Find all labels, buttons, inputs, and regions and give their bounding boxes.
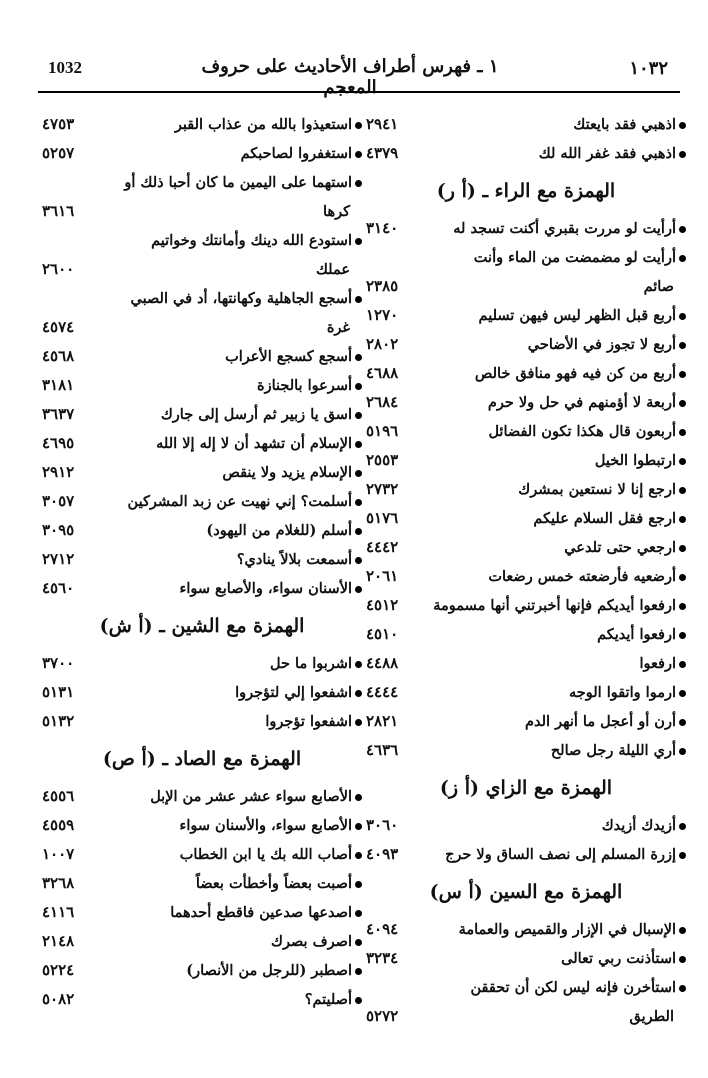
- hadith-opening: إزرة المسلم إلى نصف الساق ولا حرج: [445, 846, 676, 863]
- hadith-number: ٢٠٦١: [366, 567, 399, 585]
- hadith-opening: استعيذوا بالله من عذاب القبر: [174, 116, 352, 133]
- index-entry: [42, 707, 362, 736]
- hadith-opening: اصرف بصرك: [271, 933, 352, 950]
- hadith-opening: ارموا واتقوا الوجه: [568, 684, 676, 701]
- bullet-icon: [355, 180, 362, 187]
- hadith-number: ٢٩١٢: [42, 463, 75, 481]
- hadith-number: ٣٢٦٨: [42, 874, 75, 892]
- hadith-opening: أصاب الله بك يا ابن الخطاب: [179, 846, 352, 863]
- bullet-icon: [355, 719, 362, 726]
- hadith-number: ٤١١٦: [42, 903, 75, 921]
- index-entry: [42, 678, 362, 707]
- hadith-number: ٤٠٩٣: [366, 845, 399, 863]
- bullet-icon: [679, 151, 686, 158]
- hadith-number: ٥١٧٦: [366, 509, 399, 527]
- index-entry: [42, 927, 362, 956]
- bullet-icon: [679, 400, 686, 407]
- hadith-opening: أربع لا تجوز في الأضاحي: [527, 336, 676, 353]
- bullet-icon: [679, 122, 686, 129]
- index-entry: [42, 811, 362, 840]
- hadith-number: ٢١٤٨: [42, 932, 75, 950]
- hadith-opening: اذهبي فقد غفر الله لك: [538, 145, 676, 162]
- hadith-continuation: كرها: [323, 203, 350, 220]
- hadith-number: ٢٧١٢: [42, 550, 75, 568]
- bullet-icon: [679, 603, 686, 610]
- hadith-number: ٣٠٥٧: [42, 492, 75, 510]
- hadith-opening: ارجعي حتى تلدعي: [564, 539, 676, 556]
- bullet-icon: [679, 458, 686, 465]
- hadith-number: ٣١٨١: [42, 376, 75, 394]
- hadith-continuation: الطريق: [629, 1008, 674, 1025]
- bullet-icon: [679, 342, 686, 349]
- bullet-icon: [355, 383, 362, 390]
- hadith-number: ٣٦١٦: [42, 202, 75, 220]
- hadith-number: ٣٢٣٤: [366, 949, 399, 967]
- hadith-number: ٤٠٩٤: [366, 920, 399, 938]
- bullet-icon: [355, 499, 362, 506]
- hadith-opening: أصليتم؟: [304, 991, 352, 1008]
- hadith-opening: الأسنان سواء، والأصابع سواء: [179, 580, 352, 597]
- hadith-number: ٢٣٨٥: [366, 277, 399, 295]
- hadith-number: ٢٦٠٠: [42, 260, 75, 278]
- index-entry: [366, 417, 686, 446]
- hadith-number: ٥١٩٦: [366, 422, 399, 440]
- bullet-icon: [355, 690, 362, 697]
- index-entry: [366, 811, 686, 840]
- hadith-number: ١٢٧٠: [366, 306, 399, 324]
- hadith-number: ٣٠٦٠: [366, 816, 399, 834]
- hadith-number: ٢٨٢١: [366, 712, 399, 730]
- bullet-icon: [679, 690, 686, 697]
- index-entry: [366, 707, 686, 736]
- hadith-number: ٤٤٨٨: [366, 654, 399, 672]
- hadith-continuation: صائم: [643, 278, 674, 295]
- bullet-icon: [679, 313, 686, 320]
- index-entry: [42, 782, 362, 811]
- hadith-opening: استودع الله دينك وأمانتك وخواتيم: [151, 232, 352, 249]
- hadith-opening: اشفعوا تؤجروا: [265, 713, 352, 730]
- bullet-icon: [679, 632, 686, 639]
- hadith-continuation: عملك: [315, 261, 350, 278]
- hadith-opening: الأصابع سواء، والأسنان سواء: [179, 817, 352, 834]
- section-heading: الهمزة مع الزاي (أ ز): [439, 777, 613, 799]
- bullet-icon: [355, 968, 362, 975]
- hadith-opening: أرأيت لو مضمضت من الماء وأنت: [473, 249, 676, 266]
- hadith-number: ٢٥٥٣: [366, 451, 399, 469]
- index-entry: [366, 944, 686, 973]
- hadith-opening: أسلمت؟ إني نهيت عن زبد المشركين: [127, 493, 352, 510]
- index-entry: [366, 915, 686, 944]
- hadith-opening: أرأيت لو مررت بقبري أكنت تسجد له: [453, 220, 676, 237]
- bullet-icon: [355, 586, 362, 593]
- hadith-opening: ارتبطوا الخيل: [594, 452, 676, 469]
- hadith-opening: ارفعوا أيديكم فإنها أخبرتني أنها مسمومة: [433, 597, 676, 614]
- bullet-icon: [355, 852, 362, 859]
- index-entry: [42, 985, 362, 1014]
- hadith-opening: أسجع كسجع الأعراب: [225, 348, 352, 365]
- hadith-number: ٤٧٥٣: [42, 115, 75, 133]
- bullet-icon: [679, 927, 686, 934]
- hadith-number: ٤٤٤٤: [366, 683, 399, 701]
- index-entry: [42, 898, 362, 927]
- hadith-number: ٢٧٣٢: [366, 480, 399, 498]
- bullet-icon: [679, 748, 686, 755]
- hadith-opening: اصطبر (للرجل من الأنصار): [186, 962, 352, 979]
- index-entry: [42, 400, 362, 429]
- hadith-number: ٢٩٤١: [366, 115, 399, 133]
- bullet-icon: [679, 852, 686, 859]
- bullet-icon: [679, 371, 686, 378]
- index-column-left: [42, 110, 362, 1014]
- bullet-icon: [679, 719, 686, 726]
- index-entry: [42, 139, 362, 168]
- hadith-number: ٤٥١٢: [366, 596, 399, 614]
- index-entry: [42, 371, 362, 400]
- hadith-number: ٤٥١٠: [366, 625, 399, 643]
- index-entry: [366, 110, 686, 139]
- section-heading: الهمزة مع الشين ـ (أ ش): [99, 615, 305, 637]
- index-entry: [366, 330, 686, 359]
- index-entry: [366, 504, 686, 533]
- hadith-number: ٥١٣٢: [42, 712, 75, 730]
- bullet-icon: [679, 574, 686, 581]
- index-entry: [42, 226, 362, 284]
- bullet-icon: [679, 985, 686, 992]
- bullet-icon: [355, 354, 362, 361]
- hadith-opening: ارفعوا: [639, 655, 676, 672]
- hadith-opening: اصدعها صدعين فاقطع أحدهما: [170, 904, 352, 921]
- hadith-number: ٤٥٦٨: [42, 347, 75, 365]
- hadith-number: ٣١٤٠: [366, 219, 399, 237]
- hadith-opening: أربع قبل الظهر ليس فيهن تسليم: [478, 307, 676, 324]
- hadith-opening: الأصابع سواء عشر عشر من الإبل: [150, 788, 352, 805]
- index-entry: [366, 214, 686, 243]
- index-entry: [366, 678, 686, 707]
- bullet-icon: [679, 661, 686, 668]
- bullet-icon: [355, 997, 362, 1004]
- index-entry: [42, 869, 362, 898]
- hadith-opening: أسرعوا بالجنازة: [256, 377, 352, 394]
- index-entry: [366, 359, 686, 388]
- index-entry: [42, 840, 362, 869]
- hadith-opening: أسجع الجاهلية وكهانتها، أد في الصبي: [130, 290, 352, 307]
- index-entry: [366, 446, 686, 475]
- bullet-icon: [355, 441, 362, 448]
- hadith-opening: الإسلام يزيد ولا ينقص: [222, 464, 352, 481]
- bullet-icon: [355, 661, 362, 668]
- hadith-number: ٣٠٩٥: [42, 521, 75, 539]
- index-entry: [42, 574, 362, 603]
- running-title: ١ ـ فهرس أطراف الأحاديث على حروف المعجم: [201, 56, 499, 98]
- hadith-number: ٢٨٠٢: [366, 335, 399, 353]
- hadith-number: ٤٥٧٤: [42, 318, 75, 336]
- hadith-number: ٢٦٨٤: [366, 393, 399, 411]
- hadith-opening: استغفروا لصاحبكم: [240, 145, 352, 162]
- bullet-icon: [355, 881, 362, 888]
- page-number-arabic: ١٠٣٢: [629, 58, 668, 79]
- index-entry: [366, 301, 686, 330]
- section-heading: الهمزة مع الراء ـ (أ ر): [436, 180, 616, 202]
- hadith-number: ٤٦٩٥: [42, 434, 75, 452]
- hadith-opening: الإسبال في الإزار والقميص والعمامة: [458, 921, 676, 938]
- hadith-opening: أرضعيه فأرضعته خمس رضعات: [488, 568, 676, 585]
- bullet-icon: [679, 429, 686, 436]
- hadith-number: ٤٥٥٩: [42, 816, 75, 834]
- index-entry: [366, 533, 686, 562]
- section-heading: الهمزة مع السين (أ س): [429, 881, 623, 903]
- index-entry: [366, 562, 686, 591]
- bullet-icon: [355, 528, 362, 535]
- bullet-icon: [679, 516, 686, 523]
- bullet-icon: [355, 470, 362, 477]
- hadith-opening: أربعة لا أؤمنهم في حل ولا حرم: [487, 394, 676, 411]
- index-entry: [366, 840, 686, 869]
- hadith-number: ٥٠٨٢: [42, 990, 75, 1008]
- hadith-opening: أسمعت بلالاً ينادي؟: [236, 551, 352, 568]
- header-rule: [38, 91, 680, 93]
- bullet-icon: [679, 545, 686, 552]
- index-entry: [42, 487, 362, 516]
- hadith-opening: اسق يا زبير ثم أرسل إلى جارك: [160, 406, 352, 423]
- hadith-number: ٥١٣١: [42, 683, 75, 701]
- index-entry: [366, 736, 686, 765]
- hadith-number: ٥٢٥٧: [42, 144, 75, 162]
- index-entry: [366, 139, 686, 168]
- hadith-opening: أرن أو أعجل ما أنهر الدم: [525, 713, 676, 730]
- bullet-icon: [679, 255, 686, 262]
- index-entry: [366, 475, 686, 504]
- index-entry: [42, 168, 362, 226]
- hadith-opening: ارجع فقل السلام عليكم: [533, 510, 676, 527]
- bullet-icon: [679, 956, 686, 963]
- index-entry: [42, 649, 362, 678]
- bullet-icon: [355, 412, 362, 419]
- bullet-icon: [355, 296, 362, 303]
- section-heading: الهمزة مع الصاد ـ (أ ص): [102, 748, 302, 770]
- page-number-latin: 1032: [48, 58, 82, 77]
- hadith-number: ٥٢٢٤: [42, 961, 75, 979]
- index-entry: [42, 342, 362, 371]
- hadith-number: ٣٧٠٠: [42, 654, 75, 672]
- hadith-continuation: غرة: [326, 319, 350, 336]
- hadith-opening: أري الليلة رجل صالح: [550, 742, 676, 759]
- index-entry: [366, 649, 686, 678]
- bullet-icon: [355, 238, 362, 245]
- index-entry: [366, 388, 686, 417]
- hadith-opening: اشفعوا إلي لتؤجروا: [235, 684, 352, 701]
- hadith-opening: أصبت بعضاً وأخطأت بعضاً: [195, 875, 352, 892]
- hadith-number: ١٠٠٧: [42, 845, 75, 863]
- hadith-number: ٤٣٧٩: [366, 144, 399, 162]
- hadith-opening: استأخرن فإنه ليس لكن أن تحققن: [470, 979, 676, 996]
- hadith-opening: استهما على اليمين ما كان أحبا ذلك أو: [124, 174, 352, 191]
- bullet-icon: [679, 487, 686, 494]
- hadith-opening: أزيدك أزيدك: [601, 817, 676, 834]
- index-entry: [42, 429, 362, 458]
- hadith-opening: ارجع إنا لا نستعين بمشرك: [518, 481, 676, 498]
- hadith-opening: اشربوا ما حل: [270, 655, 352, 672]
- index-entry: [42, 516, 362, 545]
- hadith-number: ٤٥٦٠: [42, 579, 75, 597]
- hadith-number: ٣٦٣٧: [42, 405, 75, 423]
- bullet-icon: [355, 151, 362, 158]
- bullet-icon: [355, 122, 362, 129]
- bullet-icon: [355, 823, 362, 830]
- index-entry: [366, 243, 686, 301]
- hadith-opening: الإسلام أن تشهد أن لا إله إلا الله: [156, 435, 352, 452]
- hadith-opening: أسلم (للغلام من اليهود): [206, 522, 352, 539]
- index-entry: [42, 545, 362, 574]
- bullet-icon: [679, 226, 686, 233]
- index-entry: [366, 620, 686, 649]
- index-entry: [42, 110, 362, 139]
- hadith-opening: اذهبي فقد بايعتك: [573, 116, 676, 133]
- index-entry: [42, 284, 362, 342]
- bullet-icon: [355, 557, 362, 564]
- hadith-number: ٤٦٣٦: [366, 741, 399, 759]
- hadith-number: ٥٢٧٢: [366, 1007, 399, 1025]
- bullet-icon: [355, 910, 362, 917]
- hadith-opening: أربعون قال هكذا تكون الفضائل: [488, 423, 676, 440]
- index-entry: [42, 956, 362, 985]
- bullet-icon: [355, 939, 362, 946]
- index-entry: [366, 591, 686, 620]
- bullet-icon: [679, 823, 686, 830]
- hadith-number: ٤٤٤٢: [366, 538, 399, 556]
- bullet-icon: [355, 794, 362, 801]
- index-entry: [42, 458, 362, 487]
- page-header: [0, 0, 708, 98]
- hadith-number: ٤٦٨٨: [366, 364, 399, 382]
- index-column-right: [366, 110, 686, 1031]
- hadith-opening: استأذنت ربي تعالى: [561, 950, 676, 967]
- hadith-opening: ارفعوا أيديكم: [597, 626, 676, 643]
- hadith-opening: أربع من كن فيه فهو منافق خالص: [474, 365, 676, 382]
- index-entry: [366, 973, 686, 1031]
- hadith-number: ٤٥٥٦: [42, 787, 75, 805]
